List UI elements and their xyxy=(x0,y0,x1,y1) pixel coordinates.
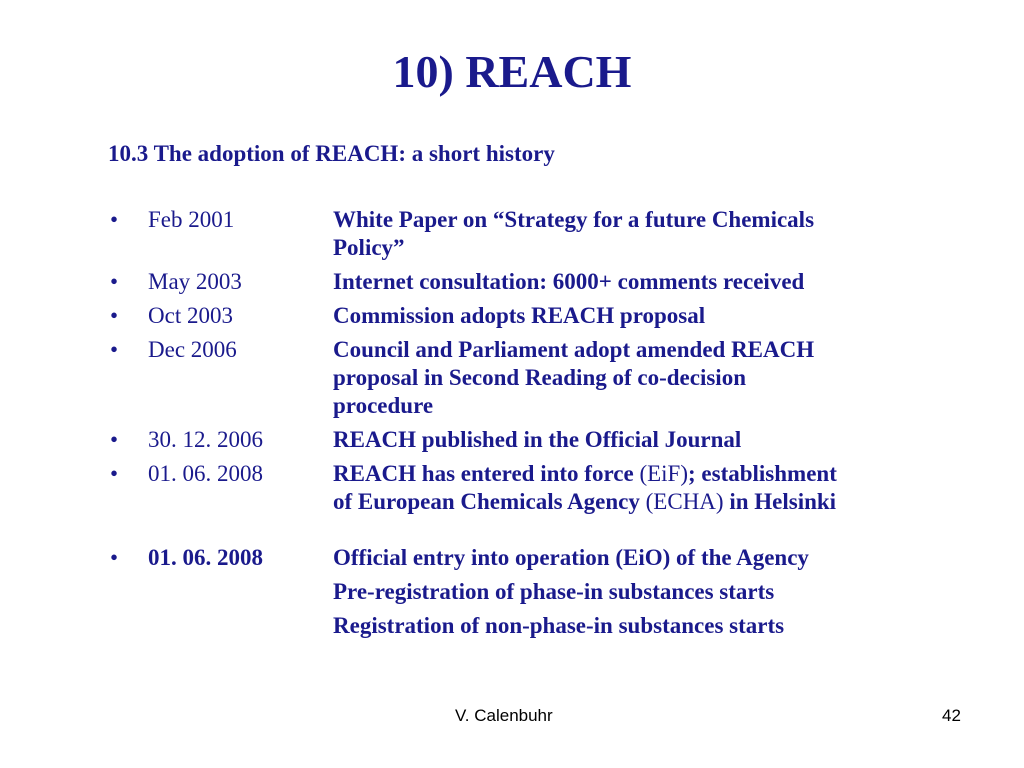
description-text: of European Chemicals Agency xyxy=(333,489,646,514)
timeline-description xyxy=(333,268,923,296)
timeline-date: May 2003 xyxy=(148,269,242,294)
timeline-list xyxy=(0,206,1024,646)
abbreviation-echa: (ECHA) xyxy=(645,489,724,514)
description-line: Registration of non-phase-in substances starts xyxy=(333,613,785,638)
bullet-icon: • xyxy=(110,545,119,570)
bullet-icon: • xyxy=(110,303,119,328)
timeline-date: Dec 2006 xyxy=(148,337,237,362)
description-line: proposal in Second Reading of co-decision xyxy=(333,365,746,390)
timeline-description xyxy=(333,460,923,516)
description-line: Official entry into operation (EiO) of the Agency xyxy=(333,545,809,570)
bullet-icon: • xyxy=(110,427,119,452)
timeline-description xyxy=(333,302,923,330)
timeline-date: 01. 06. 2008 xyxy=(148,461,263,486)
description-line: White Paper on “Strategy for a future Chemicals xyxy=(333,207,815,232)
timeline-date: 30. 12. 2006 xyxy=(148,427,263,452)
timeline-item xyxy=(0,302,1024,330)
bullet-icon: • xyxy=(110,207,119,232)
timeline-item xyxy=(0,268,1024,296)
bullet-icon: • xyxy=(110,461,119,486)
timeline-item xyxy=(0,206,1024,262)
timeline-description xyxy=(333,544,923,640)
timeline-description xyxy=(333,426,923,454)
description-line: Council and Parliament adopt amended REACH xyxy=(333,337,815,362)
timeline-description xyxy=(333,206,923,262)
description-text: REACH has entered into force xyxy=(333,461,640,486)
page-number: 42 xyxy=(942,706,961,725)
footer-author: V. Calenbuhr xyxy=(455,706,553,725)
slide-title: 10) REACH xyxy=(392,46,632,97)
timeline-date: 01. 06. 2008 xyxy=(148,545,263,570)
timeline-item xyxy=(0,460,1024,516)
bullet-icon: • xyxy=(110,337,119,362)
description-line xyxy=(333,460,923,488)
description-line: Internet consultation: 6000+ comments received xyxy=(333,269,805,294)
description-line: Pre-registration of phase-in substances starts xyxy=(333,579,775,604)
timeline-description xyxy=(333,336,923,420)
description-line: Commission adopts REACH proposal xyxy=(333,303,706,328)
description-line: procedure xyxy=(333,393,434,418)
bullet-icon: • xyxy=(110,269,119,294)
timeline-date: Oct 2003 xyxy=(148,303,233,328)
description-text: ; establishment xyxy=(688,461,837,486)
description-line xyxy=(333,488,923,516)
timeline-item xyxy=(0,544,1024,640)
description-line: Policy” xyxy=(333,235,405,260)
abbreviation-eif: (EiF) xyxy=(639,461,688,486)
section-subtitle: 10.3 The adoption of REACH: a short history xyxy=(108,141,555,166)
timeline-date: Feb 2001 xyxy=(148,207,235,232)
description-text: in Helsinki xyxy=(723,489,837,514)
timeline-item xyxy=(0,426,1024,454)
description-line: REACH published in the Official Journal xyxy=(333,427,742,452)
timeline-item xyxy=(0,336,1024,420)
